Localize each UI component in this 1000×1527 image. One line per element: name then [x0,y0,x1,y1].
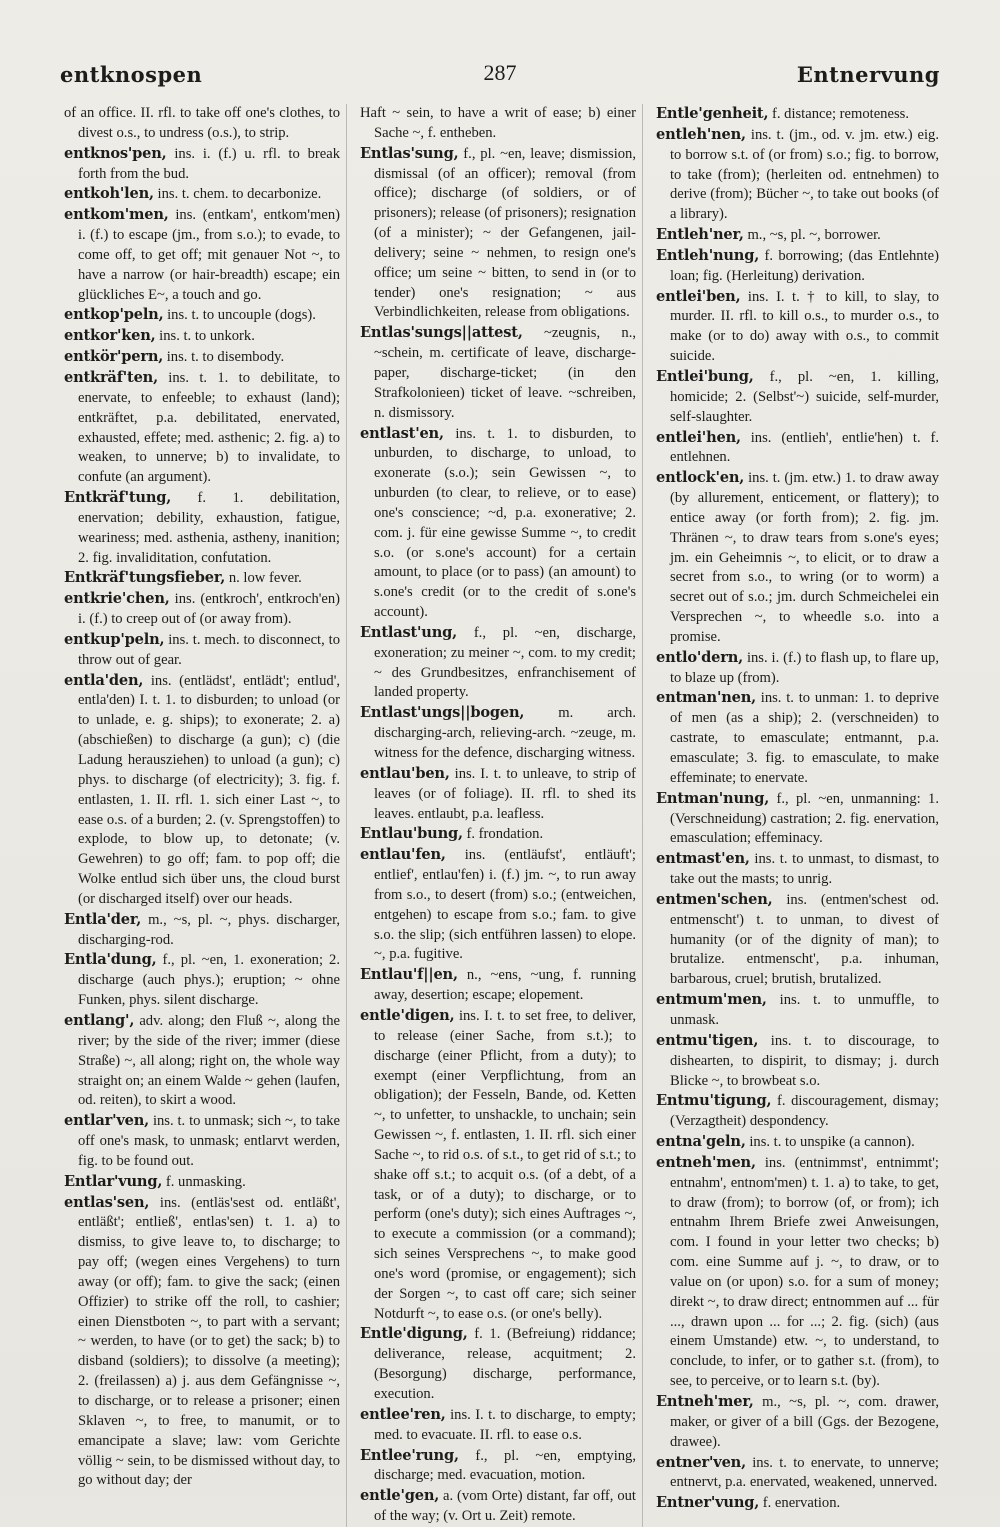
dictionary-entry [656,1392,939,1453]
entry-definition: ins. I. t. to set free, to deliver, to release (einer Sache, from s.t.); to discharge (einer Pflicht, from a duty); to exempt (einer Verpflichtung, from an obligation); der Fesseln, Bande, od. Ketten ~, to unfetter, to unshackle, to unchain; sein Gewissen ~, f. entlasten, 1. II. rfl. sich einer Sache ~, to rid o.s. of s.t., to get rid of s.t.; to shake off s.t.; to acquit o.s. (of a debt, of a task, or of a duty); to discharge, or to perform (one's duty); sich eines Auftrages ~, to execute a commission (or a command); sich seines Versprechens ~, to make good one's word (promise, or engagement); sich der Sorgen ~, to cast off care; sich seiner Notdurft ~, to ease o.s. (or one's belly). [374,1007,636,1322]
dictionary-entry [656,104,939,125]
entry-columns [64,104,940,1525]
dictionary-entry [360,104,636,144]
entry-definition: f. discouragement, dismay; (Verzagtheit) despondency. [670,1093,939,1130]
entry-headword: entla'den, [64,671,144,689]
entry-headword: Entlar'vung, [64,1172,163,1190]
entry-definition: a. (vom Orte) distant, far off, out of the way; (v. Ort u. Zeit) remote. [374,1488,636,1525]
entry-definition: ins. t. to enervate, to unnerve; entnervt, p.a. enervated, weakened, unnerved. [670,1454,939,1491]
entry-headword: Entlau'bung, [360,825,463,843]
entry-definition: ~zeugnis, n., ~schein, m. certificate of leave, discharge-paper, discharge-ticket; (in den Strafkolonieen) ticket of leave. ~schreiben, n. dismissory. [374,325,636,421]
entry-headword: entneh'men, [656,1153,756,1171]
entry-definition: Haft ~ sein, to have a writ of ease; b) einer Sache ~, f. entheben. [360,105,636,141]
entry-headword: entmast'en, [656,850,750,868]
dictionary-entry [360,424,636,623]
entry-headword: entlau'fen, [360,846,446,864]
entry-definition: f., pl. ~en, discharge, exoneration; zu meiner ~, com. to my credit; ~ des Grundbesitzes, enfranchisement of landed property. [374,624,636,701]
entry-definition: ins. (entläufst', entläuft'; entlief', entlau'fen) i. (f.) jm. ~, to run away from s.o., to desert (from) s.o.; (entweichen, entgehen) to escape from s.o.; fam. to give s.o. the slip; (sich entführen lassen) to elope. ~, p.a. fugitive. [374,847,636,963]
entry-headword: entkor'ken, [64,327,156,345]
entry-definition: ins. (entläs'sest od. entläßt', entläßt'; entließ', entlas'sen) t. 1. a) to dismiss, to give leave to, to discharge; to pay off; (wegen eines Vergehens) to turn away (or off); fam. to give the sack; (einen Offizier) to strike off the roll, to cashier; einen Dienstboten ~, to part with a servant; ~ werden, to have (or to get) the sack; b) to disband (soldiers); to dissolve (a meeting); 2. (freilassen) a) j. aus dem Gefängnisse ~, to discharge, or to release a prisoner; einen Sklaven ~, to free, to manumit, or to emancipate a slave; law: vom Gerichte völlig ~ sein, to be dismissed without day, to go without day; der [78,1194,340,1489]
entry-definition: f. frondation. [462,826,544,843]
dictionary-entry [360,623,636,703]
entry-definition: ins. t. to unman: 1. to deprive of men (as a ship); 2. (verschneiden) to castrate, to emasculate; entmannt, p.a. emasculate; 3. fig. to emasculate, to make effeminate; to enervate. [670,690,939,786]
dictionary-entry [360,144,636,324]
entry-headword: entman'nen, [656,689,756,707]
entry-definition: f., pl. ~en, 1. killing, homicide; 2. (Selbst'~) suicide, self-murder, self-slaughter. [670,368,939,425]
dictionary-entry [64,104,340,144]
entry-headword: entkrie'chen, [64,590,170,608]
entry-definition: f., pl. ~en, unmanning: 1. (Verschneidung) castration; 2. fig. enervation, emasculation; effeminacy. [670,790,939,847]
entry-headword: Entleh'nung, [656,246,760,264]
entry-definition: ins. t. to disembody. [163,349,285,366]
entry-definition: n., ~ens, ~ung, f. running away, desertion; escape; elopement. [374,967,636,1004]
entry-headword: Entman'nung, [656,789,770,807]
column-right [656,104,939,1527]
entry-definition: ins. I. t. † to kill, to slay, to murder. II. rfl. to kill o.s., to murder o.s., to make (or to do) away with o.s., to commit suicide. [670,288,939,365]
entry-definition: ins. t. to unspike (a cannon). [745,1134,915,1151]
dictionary-entry [656,428,939,469]
dictionary-entry [360,1486,636,1527]
entry-headword: entna'geln, [656,1133,746,1151]
entry-definition: ins. (entkam', entkom'men) i. (f.) to escape (jm., from s.o.); to evade, to come off, to get off; mit genauer Not ~, to have a narrow (or hair-breadth) escape; ein glückliches E~, a touch and go. [78,207,340,303]
dictionary-entry [64,326,340,347]
dictionary-entry [656,225,939,246]
entry-definition: ins. i. (f.) u. rfl. to break forth from the bud. [78,145,340,182]
entry-headword: entle'digen, [360,1006,455,1024]
entry-headword: Entlee'rung, [360,1446,459,1464]
entry-definition: m. arch. discharging-arch, relieving-arch. ~zeuge, m. witness for the defence, discharging witness. [374,705,636,761]
entry-headword: entkräf'ten, [64,368,158,386]
entry-definition: f. unmasking. [162,1173,246,1190]
entry-definition: ins. (entlädst', entlädt'; entlud', entla'den) I. t. 1. to disburden; to unload (or to unlade, e. g. ships); to exonerate; 2. a) (abschießen) to discharge (a gun); c) (die Ladung herausziehen) to unload (a gun); c) phys. to discharge (of electricity); 3. fig. f. entlasten, 1. II. rfl. 1. sich einer Last ~, to ease o.s. of a burden; 2. (v. Sprengstoffen) to explode, to blow up, to detonate; (v. Gewehren) to go off; fam. to pop off; die Wolke entlud sich über uns, the cloud burst (or discharged itself) over our heads. [78,672,340,907]
entry-definition: f., pl. ~en, emptying, discharge; med. evacuation, motion. [374,1447,636,1484]
entry-headword: entkup'peln, [64,630,165,648]
dictionary-entry [656,648,939,689]
dictionary-entry [656,1031,939,1092]
dictionary-entry [656,890,939,990]
dictionary-entry [64,950,340,1011]
entry-headword: entkör'pern, [64,348,164,366]
dictionary-entry [360,1446,636,1487]
entry-headword: entlast'en, [360,424,444,442]
dictionary-entry [64,305,340,326]
entry-definition: ins. t. (jm. etw.) 1. to draw away (by allurement, enticement, or flattery); to entice away (or forth from); 2. fig. jm. Thränen ~, to draw tears from s.one's eyes; jm. ein Geheimnis ~, to elicit, or to draw a secret from s.o., to wring (or to worm) a secret out of s.o.; jm. durch Schmeichelei ein Versprechen ~, to wheedle s.o. into a promise. [670,470,939,645]
entry-definition: ins. t. to unkork. [155,328,255,345]
entry-headword: Entle'digung, [360,1325,468,1343]
entry-headword: Entneh'mer, [656,1393,754,1410]
entry-definition: f. distance; remoteness. [768,106,909,122]
entry-headword: Entla'dung, [64,951,157,969]
entry-definition: ins. t. to discourage, to dishearten, to dispirit, to dismay; j. durch Blicke ~, to browbeat s.o. [670,1032,939,1089]
entry-definition: f. enervation. [759,1495,841,1512]
dictionary-entry [64,347,340,368]
entry-definition: ins. (entnimmst', entnimmt'; entnahm', entnom'men) t. 1. a) to take, to get, to draw (from); to borrow (of, or from); ich entnahm Ihrem Briefe zwei Anweisungen, com. I found in your letter two checks; b) com. eine Summe auf j. ~, to draw, or to value on (or upon) s.o. for a sum of money; direkt ~, to draw direct; entnommen auf ... für ..., drawn upon ... for ...; 2. fig. (sich) (aus einem Umstande) etw. ~, to understand, to conclude, to infer, or to gather s.t. (from), to see, to perceive, or to learn s.t. (by). [670,1154,939,1390]
dictionary-entry [656,287,939,367]
entry-headword: entkoh'len, [64,185,154,203]
dictionary-entry [64,630,340,671]
entry-definition: f. 1. debilitation, enervation; debility, exhaustion, fatigue, weariness; med. asthenia, astheny, inanition; 2. fig. invaliditation, confutation. [78,490,340,566]
entry-definition: ins. t. chem. to decarbonize. [153,186,322,203]
entry-definition: n. low fever. [225,570,302,587]
entry-definition: ins. t. to uncouple (dogs). [163,307,316,324]
left-guide-word: entknospen [60,62,203,87]
entry-headword: entlar'ven, [64,1112,150,1130]
right-guide-word: Entnervung [796,62,940,87]
column-middle [360,104,643,1527]
entry-headword: Entlas'sung, [360,144,459,162]
dictionary-entry [64,1111,340,1172]
dictionary-entry [656,1132,939,1153]
entry-headword: entknos'pen, [64,144,167,162]
dictionary-entry [64,488,340,568]
dictionary-entry [360,1006,636,1325]
dictionary-entry [656,849,939,890]
entry-definition: ins. t. to unmuffle, to unmask. [670,992,939,1028]
entry-headword: entkom'men, [64,206,169,224]
entry-headword: Entle'genheit, [656,105,769,122]
dictionary-entry [656,468,939,648]
entry-definition: f. 1. (Befreiung) riddance; deliverance, release, acquitment; 2. (Besorgung) discharge, performance, execution. [374,1326,636,1402]
dictionary-entry [64,144,340,185]
dictionary-entry [656,1091,939,1132]
entry-headword: entner'ven, [656,1453,746,1471]
entry-definition: ins. t. 1. to disburden, to unburden, to discharge, to unload, to exonerate (s.o.); sein Gewissen ~, to unburden (to clear, to relieve, or to ease) one's conscience; ~d, p.a. exonerative; 2. com. j. für eine gewisse Summe ~, to credit s.o. (or s.one's account) for a certain amount, to place (or to pass) (an amount) to s.one's credit (or to the credit of s.one's account). [374,425,636,621]
entry-definition: f. borrowing; (das Entlehnte) loan; fig. (Herleitung) derivation. [670,247,939,284]
entry-headword: entmum'men, [656,991,767,1009]
entry-definition: ins. t. (jm., od. v. jm. etw.) eig. to borrow s.t. of (or from) s.o.; fig. to borrow, to take (from); (herleiten od. entnehmen) to derive (from); Bücher ~, to take out books (of a library). [670,126,939,223]
entry-headword: entleh'nen, [656,125,746,143]
entry-headword: Entlast'ungs||bogen, [360,704,525,722]
entry-headword: Entlast'ung, [360,623,458,641]
dictionary-entry [64,205,340,305]
dictionary-entry [656,246,939,287]
dictionary-entry [64,589,340,630]
dictionary-entry [64,568,340,589]
dictionary-entry [360,1405,636,1446]
page-header [60,58,940,94]
entry-definition: f., pl. ~en, 1. exoneration; 2. discharge (auch phys.); eruption; ~ ohne Funken, phys. silent discharge. [78,952,340,1009]
entry-headword: Entkräf'tung, [64,489,172,507]
dictionary-entry [64,1172,340,1193]
entry-definition: ins. (entkroch', entkroch'en) i. (f.) to creep out of (or away from). [78,591,340,628]
entry-definition: ins. t. to unmask; sich ~, to take off one's mask, to unmask; entlarvt werden, fig. to be found out. [78,1113,340,1169]
entry-headword: entmen'schen, [656,890,773,908]
entry-headword: entlas'sen, [64,1193,150,1211]
entry-definition: m., ~s, pl. ~, phys. discharger, discharging-rod. [78,911,340,948]
entry-headword: Entleh'ner, [656,226,744,244]
dictionary-entry [656,125,939,225]
dictionary-entry [360,1324,636,1404]
entry-headword: entkop'peln, [64,306,164,324]
dictionary-entry [656,789,939,850]
entry-definition: adv. along; den Fluß ~, along the river; by the side of the river; immer (diese Straße) ~, all along; right on, the whole way straight on; an einem Walde ~ gehen (laufen, od. reiten), to skirt a wood. [78,1012,340,1109]
dictionary-entry [360,703,636,764]
entry-definition: ins. t. to unmast, to dismast, to take out the masts; to unrig. [670,851,939,888]
entry-definition: of an office. II. rfl. to take off one's clothes, to divest o.s., to undress (o.s.), to strip. [64,105,340,141]
dictionary-entry [360,323,636,423]
entry-headword: entlei'ben, [656,287,741,305]
entry-headword: entlo'dern, [656,648,744,666]
dictionary-entry [64,910,340,951]
entry-headword: entlau'ben, [360,764,450,782]
dictionary-entry [360,845,636,965]
entry-headword: Entmu'tigung, [656,1092,772,1110]
dictionary-entry [656,1153,939,1392]
dictionary-entry [360,764,636,825]
entry-headword: Entlau'f||en, [360,966,458,984]
entry-definition: ins. I. t. to unleave, to strip of leaves (or of foliage). II. rfl. to shed its leaves. entlaubt, p.a. leafless. [374,765,636,822]
dictionary-entry [64,671,340,910]
entry-headword: Entner'vung, [656,1494,760,1512]
entry-headword: Entlei'bung, [656,367,754,385]
dictionary-entry [656,1453,939,1494]
entry-headword: entmu'tigen, [656,1031,759,1049]
page-number: 287 [483,60,517,85]
entry-definition: ins. I. t. to discharge, to empty; med. to evacuate. II. rfl. to ease o.s. [374,1406,636,1443]
dictionary-entry [64,368,340,488]
entry-definition: ins. (entlieh', entlie'hen) t. f. entlehnen. [670,429,939,466]
entry-definition: f., pl. ~en, leave; dismission, dismissal (of an officer); removal (from office); discharge (of soldiers, or of prisoners); release (of prisoners); resignation (of a minister); ~ der Gefangenen, jail-delivery; seine ~ nehmen, to resign one's office; um seine ~ bitten, to send in (or to tender) one's resignation; ~ aus Verbindlichkeiten, release from obligations. [374,145,636,321]
entry-definition: ins. t. 1. to debilitate, to enervate, to enfeeble; to exhaust (land); entkräftet, p.a. debilitated, enervated, exhausted, effete; med. asthenic; 2. fig. a) to weaken, to unnerve; b) to invalidate, to confute (an argument). [78,369,340,486]
column-left [64,104,347,1527]
dictionary-entry [64,184,340,205]
entry-definition: m., ~s, pl. ~, com. drawer, maker, or giver of a bill (Ggs. der Bezogene, drawee). [670,1394,939,1450]
entry-definition: ins. i. (f.) to flash up, to flare up, to blaze up (from). [670,649,939,686]
dictionary-entry [64,1011,340,1111]
dictionary-entry [656,1493,939,1514]
entry-definition: m., ~s, pl. ~, borrower. [743,227,881,244]
dictionary-entry [656,990,939,1031]
entry-headword: Entlas'sungs||attest, [360,324,523,342]
entry-headword: Entla'der, [64,910,142,928]
dictionary-entry [656,367,939,428]
entry-headword: entlei'hen, [656,428,741,446]
entry-headword: Entkräf'tungsfieber, [64,569,226,587]
entry-definition: ins. (entmen'schest od. entmenscht') t. to unman, to divest of humanity (or of the dignity of man); to brutalize. entmenscht', p.a. inhuman, barbarous, cruel; brutish, brutalized. [670,891,939,988]
dictionary-entry [656,688,939,788]
entry-headword: entlang', [64,1011,135,1029]
entry-definition: ins. t. mech. to disconnect, to throw out of gear. [78,631,340,668]
dictionary-entry [64,1193,340,1492]
dictionary-entry [360,965,636,1006]
entry-headword: entle'gen, [360,1487,440,1505]
entry-headword: entlee'ren, [360,1405,446,1423]
entry-headword: entlock'en, [656,469,745,487]
dictionary-entry [360,824,636,845]
